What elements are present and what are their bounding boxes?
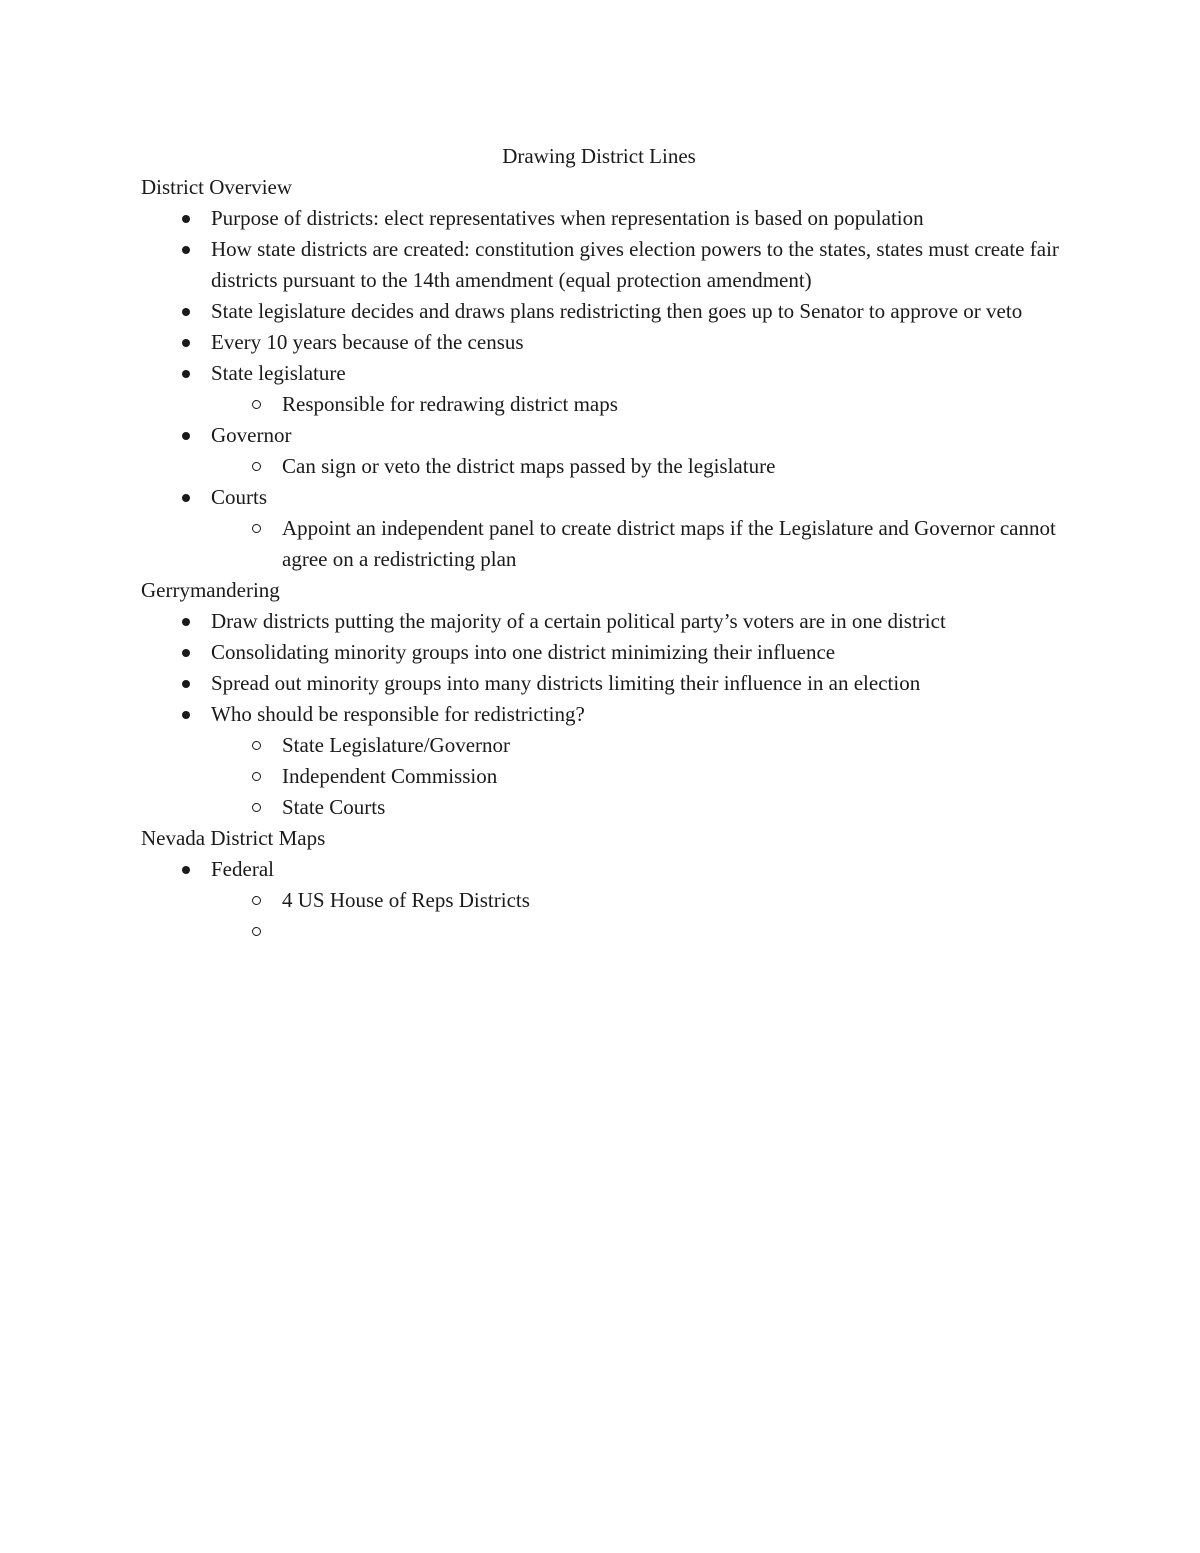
bullet-circle-icon: [249, 761, 263, 792]
sub-list-item: [141, 451, 1061, 482]
sub-list: [211, 513, 1061, 575]
section-district-overview: [141, 172, 1061, 575]
sub-list-item: [141, 513, 1061, 575]
list-item: [141, 637, 1061, 668]
list-item-text: Consolidating minority groups into one district minimizing their influence: [211, 640, 836, 664]
sub-list-item: [141, 792, 1061, 823]
list-item: [141, 327, 1061, 358]
list-item-text: Draw districts putting the majority of a certain political party’s voters are in one district: [211, 609, 946, 633]
bullet-dot-icon: [179, 358, 193, 389]
sub-list-item-text: Can sign or veto the district maps passed by the legislature: [282, 454, 776, 478]
sub-list: [211, 451, 1061, 482]
sub-list-item: [141, 885, 1061, 916]
list-item: [141, 699, 1061, 823]
list-item-text: How state districts are created: constitution gives election powers to the states, states must create fair districts pursuant to the 14th amendment (equal protection amendment): [211, 237, 1059, 292]
bullet-dot-icon: [179, 637, 193, 668]
list-item: [141, 420, 1061, 482]
list-item-text: Who should be responsible for redistricting?: [211, 702, 585, 726]
sub-list-item: [141, 389, 1061, 420]
sub-list-item-text: State Courts: [282, 795, 386, 819]
bullet-dot-icon: [179, 699, 193, 730]
sub-list-item-text: Appoint an independent panel to create district maps if the Legislature and Governor cannot agree on a redistricting plan: [282, 516, 1056, 571]
bullet-dot-icon: [179, 296, 193, 327]
sub-list-item-text: 4 US House of Reps Districts: [282, 888, 530, 912]
list-item: [141, 296, 1061, 327]
sub-list-item-text: Independent Commission: [282, 764, 498, 788]
list-item: [141, 358, 1061, 420]
list-item: [141, 234, 1061, 296]
list-item-text: State legislature decides and draws plans redistricting then goes up to Senator to approve or veto: [211, 299, 1023, 323]
section-nevada-district-maps: [141, 823, 1061, 947]
list-item-text: Purpose of districts: elect representatives when representation is based on population: [211, 206, 924, 230]
section-heading: District Overview: [141, 175, 293, 199]
list-item: [141, 854, 1061, 947]
document-title: Drawing District Lines: [502, 144, 696, 168]
sub-list-item: [141, 761, 1061, 792]
sub-list: [211, 730, 1061, 823]
bullet-dot-icon: [179, 668, 193, 699]
section-gerrymandering: [141, 575, 1061, 823]
list-item: [141, 482, 1061, 575]
section-heading: Gerrymandering: [141, 578, 280, 602]
bullet-dot-icon: [179, 327, 193, 358]
list-item-text: Federal: [211, 857, 274, 881]
bullet-list: [141, 203, 1061, 575]
bullet-list: [141, 854, 1061, 947]
sub-list-item: [141, 730, 1061, 761]
bullet-dot-icon: [179, 606, 193, 637]
bullet-circle-icon: [249, 451, 263, 482]
sub-list-item: [141, 916, 1061, 947]
list-item-text: Governor: [211, 423, 292, 447]
bullet-circle-icon: [249, 916, 263, 947]
bullet-dot-icon: [179, 854, 193, 885]
section-heading: Nevada District Maps: [141, 826, 326, 850]
bullet-circle-icon: [249, 389, 263, 420]
list-item: [141, 606, 1061, 637]
document-body: [141, 141, 1061, 947]
bullet-dot-icon: [179, 234, 193, 265]
bullet-circle-icon: [249, 885, 263, 916]
sub-list-item-text: State Legislature/Governor: [282, 733, 511, 757]
sub-list: [211, 389, 1061, 420]
bullet-circle-icon: [249, 792, 263, 823]
list-item-text: Courts: [211, 485, 268, 509]
sub-list: [211, 885, 1061, 947]
bullet-dot-icon: [179, 420, 193, 451]
list-item-text: Spread out minority groups into many districts limiting their influence in an election: [211, 671, 921, 695]
list-item: [141, 668, 1061, 699]
bullet-circle-icon: [249, 513, 263, 544]
bullet-list: [141, 606, 1061, 823]
list-item: [141, 203, 1061, 234]
sub-list-item-text: Responsible for redrawing district maps: [282, 392, 618, 416]
bullet-dot-icon: [179, 203, 193, 234]
bullet-dot-icon: [179, 482, 193, 513]
list-item-text: Every 10 years because of the census: [211, 330, 524, 354]
list-item-text: State legislature: [211, 361, 346, 385]
bullet-circle-icon: [249, 730, 263, 761]
